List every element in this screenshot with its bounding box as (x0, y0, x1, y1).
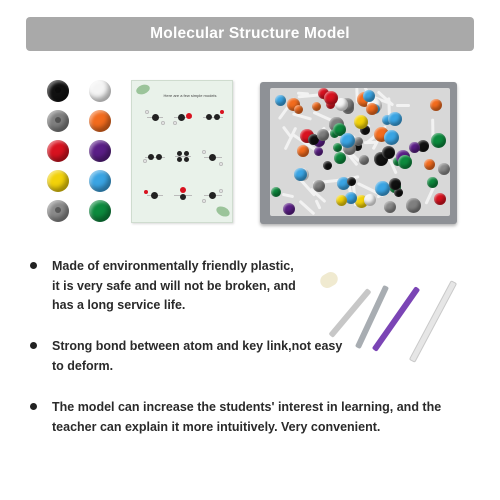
bond-rod (364, 141, 376, 144)
bullet-dot-icon (30, 403, 37, 410)
feature-text: The model can increase the students' interest in learning, and the teacher can explain it more intuitively. Very convenient. (52, 400, 442, 434)
atom-ball (409, 142, 420, 153)
atom-ball (366, 103, 378, 115)
gray-atom (47, 110, 69, 132)
bond-rod (292, 112, 312, 120)
white-atom (89, 80, 111, 102)
atom-ball (297, 145, 309, 157)
feature-text: Made of environmentally friendly plastic, it is very safe and will not be broken, and has a long service life. (52, 259, 296, 312)
feature-bullet (30, 337, 342, 376)
atom-ball (336, 195, 347, 206)
bond-rod (314, 199, 321, 209)
feature-bullet (30, 398, 441, 437)
title-banner (26, 17, 474, 51)
atom-ball (294, 105, 303, 114)
molecule-diagram (170, 107, 196, 129)
bullet-dot-icon (30, 262, 37, 269)
red-atom (47, 140, 69, 162)
atom-ball (431, 133, 446, 148)
atom-ball (382, 146, 395, 159)
atom-ball (406, 198, 421, 213)
atom-ball (354, 137, 363, 146)
light-blue-atom (89, 170, 111, 192)
purple-atom (89, 140, 111, 162)
atom-ball (271, 187, 281, 197)
atom-ball (364, 194, 376, 206)
atom-ball (312, 102, 321, 111)
molecule-diagram (200, 107, 226, 129)
atom-ball (424, 159, 435, 170)
atom-ball (427, 177, 438, 188)
instruction-sheet (131, 80, 233, 223)
atom-ball (314, 147, 323, 156)
feature-text: Strong bond between atom and key link,not easy to deform. (52, 339, 343, 373)
page-title: Molecular Structure Model (150, 25, 350, 42)
molecule-diagram (142, 147, 168, 169)
orange-atom (89, 110, 111, 132)
kit-contents (270, 88, 450, 216)
atom-ball (317, 129, 329, 141)
molecule-diagram (142, 107, 168, 129)
atom-ball (384, 130, 399, 145)
atom-ball (359, 155, 369, 165)
molecule-diagram (200, 185, 226, 207)
atom-ball (388, 112, 402, 126)
bullet-dot-icon (30, 342, 37, 349)
black-atom (47, 80, 69, 102)
atom-ball (334, 152, 346, 164)
atom-ball (275, 95, 286, 106)
bond-sticks-illustration (300, 268, 470, 378)
molecule-diagram (170, 183, 196, 205)
molecule-diagram (170, 145, 196, 167)
atom-ball (384, 201, 396, 213)
atom-ball (430, 99, 442, 111)
feature-bullet (30, 257, 296, 316)
atom-ball (323, 161, 332, 170)
bond-rod (299, 200, 316, 215)
atom-ball (354, 115, 368, 129)
sheet-heading: Here are a few simple models (163, 93, 217, 98)
atom-ball (283, 203, 295, 215)
bond-rod (282, 193, 294, 198)
bond-rod (396, 104, 410, 107)
atom-ball (375, 181, 390, 196)
molecule-diagram (142, 185, 168, 207)
dark-gray-atom (47, 200, 69, 222)
leaf-decoration-icon (135, 83, 151, 96)
yellow-atom (47, 170, 69, 192)
atom-ball (438, 163, 450, 175)
molecule-diagram (200, 147, 226, 169)
atom-color-grid (43, 76, 113, 232)
atom-ball (398, 155, 412, 169)
connector-clip-icon (318, 269, 341, 290)
atom-ball (434, 193, 446, 205)
green-atom (89, 200, 111, 222)
atom-ball (313, 180, 325, 192)
